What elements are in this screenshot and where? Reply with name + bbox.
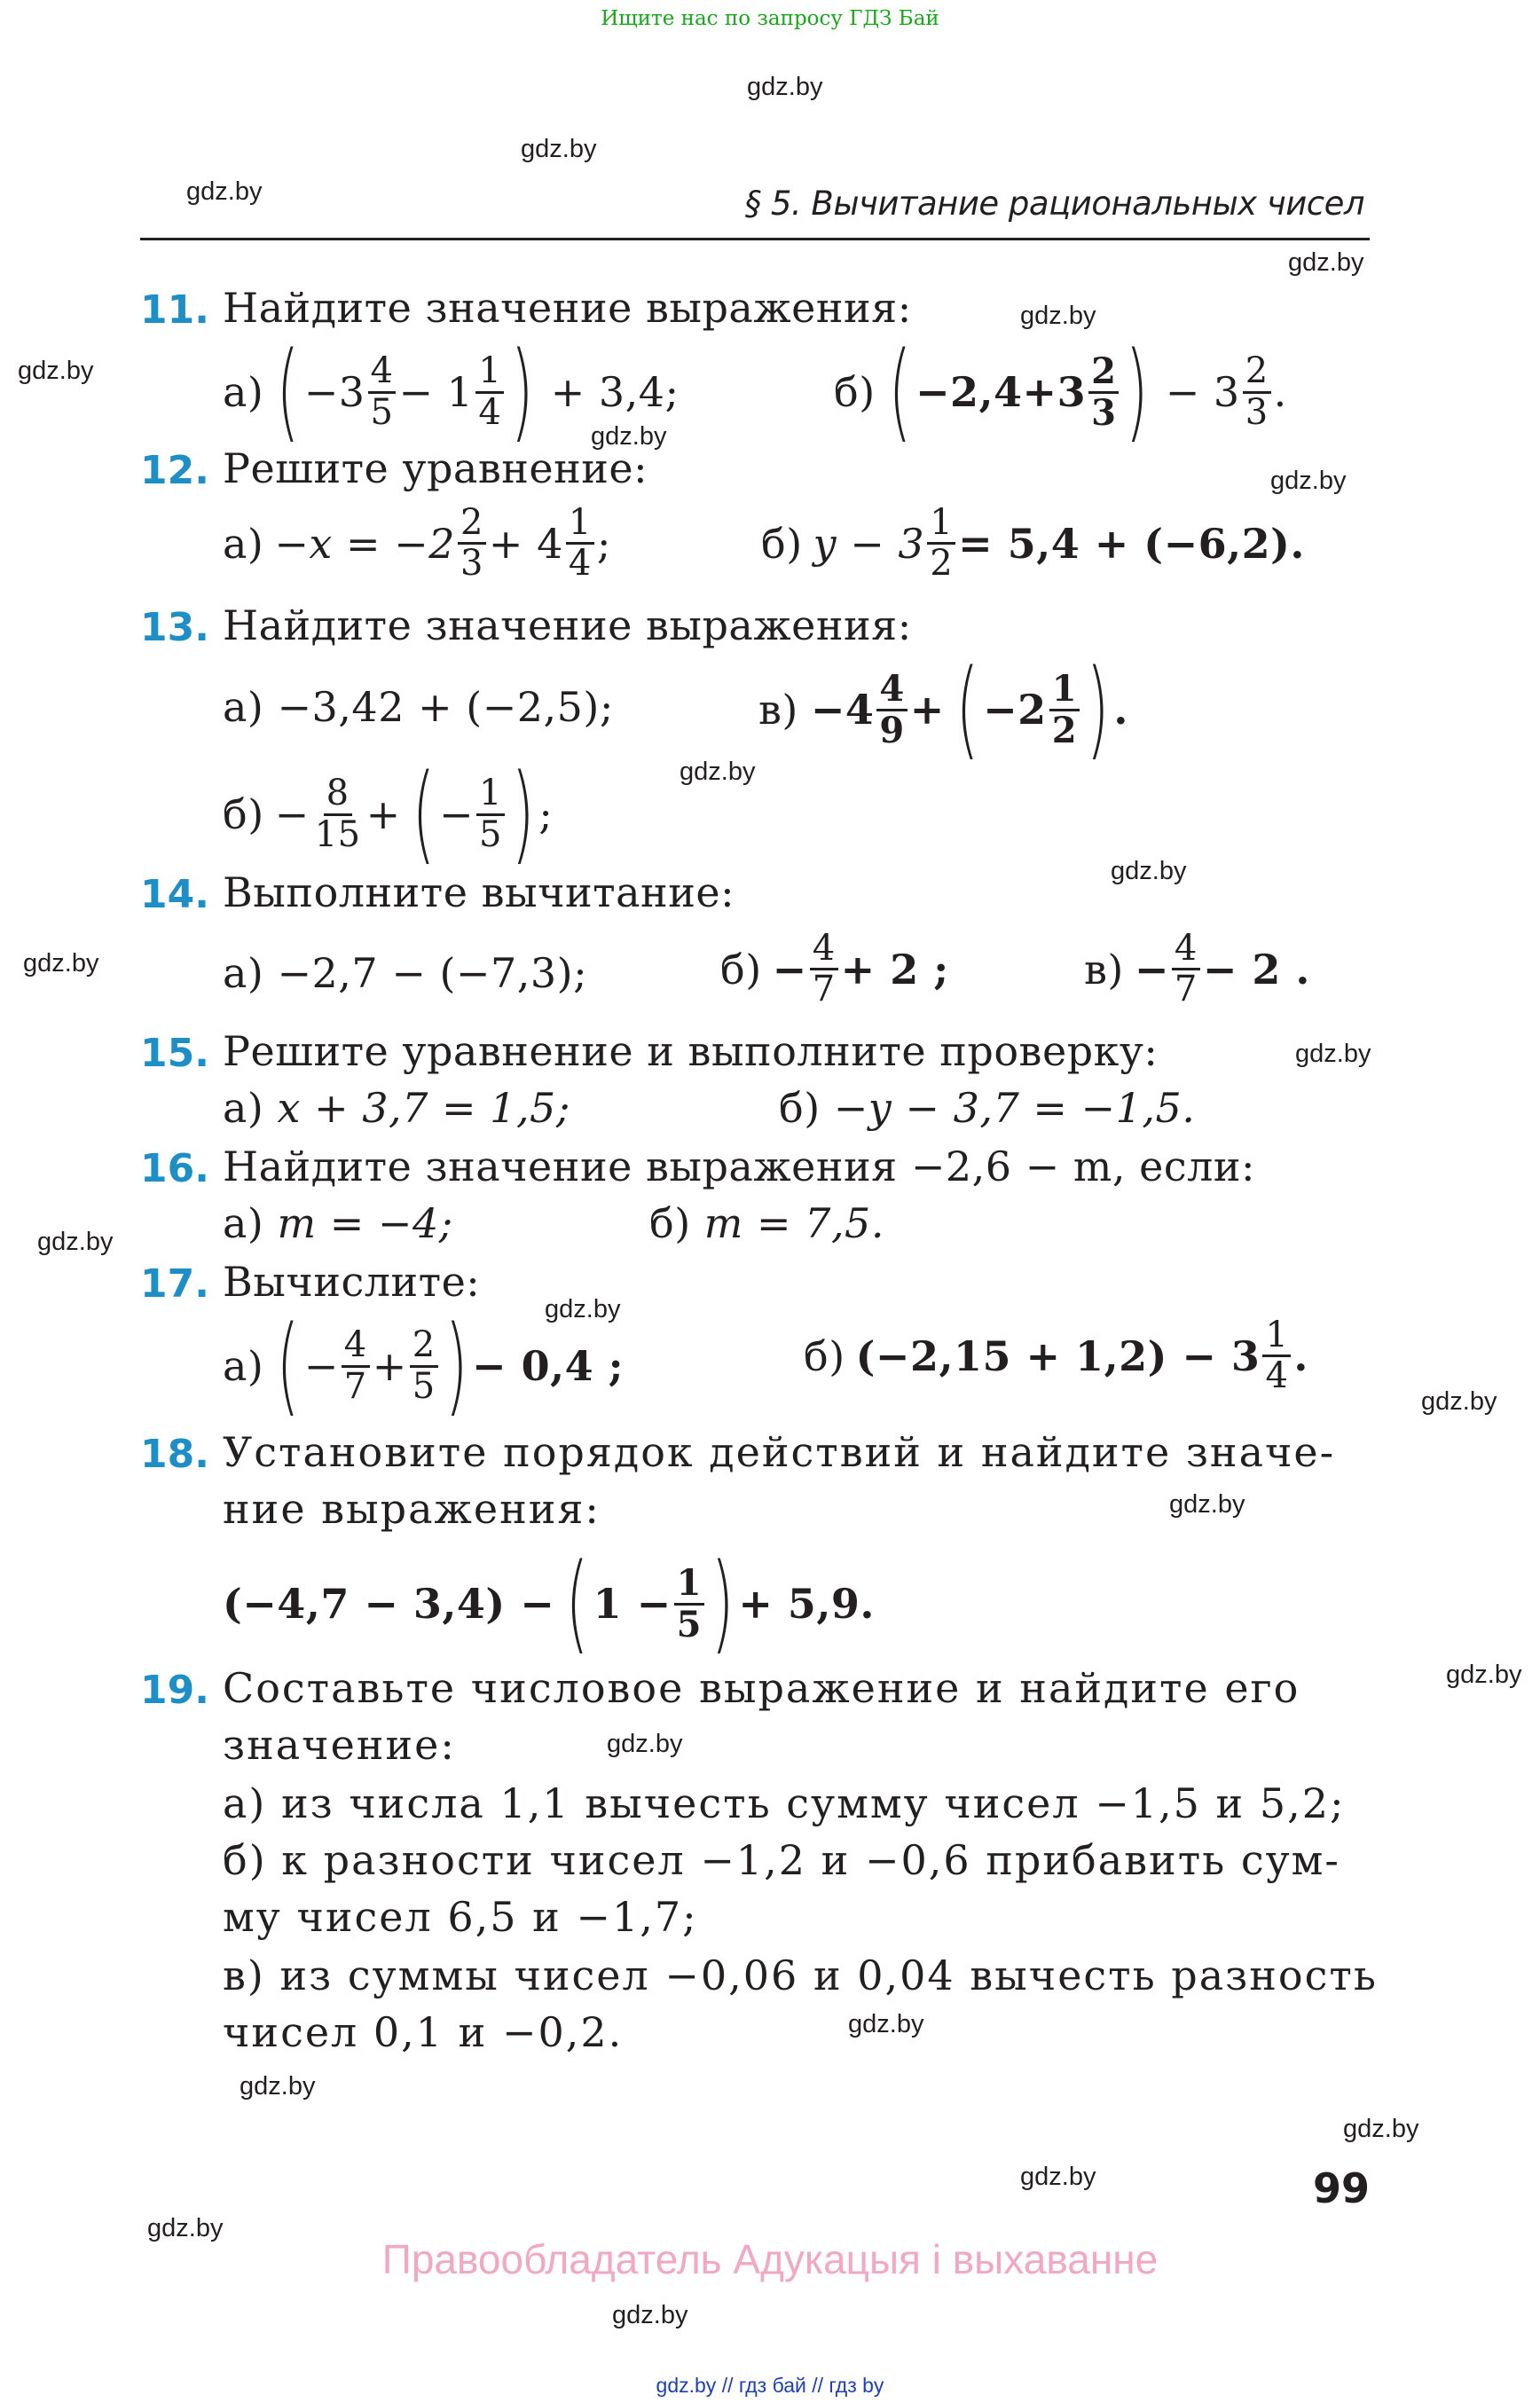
right-paren: ) xyxy=(711,1542,735,1665)
item-label: б) xyxy=(649,1199,691,1247)
expression-part: − xyxy=(1134,945,1169,993)
watermark: gdz.by xyxy=(1020,302,1096,330)
expression-tail: ; xyxy=(538,790,554,838)
copyright-notice: Правообладатель Адукацыя і выхаванне xyxy=(381,2236,1159,2282)
expression-tail: − 2 . xyxy=(1202,945,1310,993)
watermark: gdz.by xyxy=(186,177,263,206)
expression-part: − xyxy=(438,790,475,838)
fraction: $\frac{1}{5}$ xyxy=(476,774,505,853)
item-label: б) xyxy=(761,519,803,568)
operator: + xyxy=(909,686,945,734)
task-19-a: а) из числа 1,1 вычесть сумму чисел −1,5 и 5,2; xyxy=(223,1779,1346,1827)
operator: + xyxy=(372,1342,407,1390)
item-label: б) xyxy=(804,1331,845,1380)
task-text: Решите уравнение: xyxy=(223,444,648,492)
fraction: $\frac{2}{3}$ xyxy=(1088,352,1119,431)
expression: −3,42 + (−2,5); xyxy=(277,683,614,731)
task-number: 15. xyxy=(140,1031,209,1076)
footer-links[interactable]: gdz.by // гдз бай // гдз by xyxy=(656,2374,884,2397)
left-paren: ( xyxy=(277,330,301,453)
item-label: б) xyxy=(779,1084,821,1132)
watermark: gdz.by xyxy=(1288,248,1364,277)
fraction: $\frac{2}{5}$ xyxy=(410,1326,438,1405)
watermark: gdz.by xyxy=(18,357,94,385)
watermark: gdz.by xyxy=(1421,1387,1497,1416)
left-paren: ( xyxy=(277,1304,301,1427)
header-divider xyxy=(140,238,1370,240)
operator: + 4 xyxy=(488,519,563,568)
fraction: $\frac{8}{15}$ xyxy=(314,773,361,855)
task-number: 16. xyxy=(140,1146,209,1191)
task-text: Найдите значение выражения −2,6 − m, если: xyxy=(223,1143,1256,1190)
task-19-b: му чисел 6,5 и −1,7; xyxy=(223,1893,698,1941)
task-15-b xyxy=(779,1084,1195,1132)
fraction: $\frac{1}{4}$ xyxy=(566,504,594,583)
task-text: Установите порядок действий и найдите значе- xyxy=(223,1428,1336,1476)
task-number: 13. xyxy=(140,605,209,650)
right-paren: ) xyxy=(511,752,535,876)
item-label: а) xyxy=(223,1342,264,1390)
expression-part: (−2,15 + 1,2) − 3 xyxy=(855,1331,1261,1380)
task-text: Найдите значение выражения: xyxy=(223,284,912,332)
task-14-v xyxy=(1084,930,1310,1009)
whole-part: −3 xyxy=(303,368,365,416)
task-16-b xyxy=(649,1199,884,1247)
fraction: $\frac{1}{2}$ xyxy=(927,504,955,583)
task-text: Вычислите: xyxy=(223,1258,481,1306)
task-13-b xyxy=(223,752,554,876)
task-13-a xyxy=(223,683,614,731)
expression-tail: + 3,4; xyxy=(550,368,680,416)
task-14-b xyxy=(720,930,949,1009)
watermark: gdz.by xyxy=(747,73,823,101)
watermark: gdz.by xyxy=(680,758,756,786)
fraction: $\frac{2}{3}$ xyxy=(1243,352,1271,431)
item-label: а) xyxy=(223,1084,264,1132)
fraction: $\frac{4}{9}$ xyxy=(876,670,907,749)
fraction: $\frac{4}{5}$ xyxy=(368,352,397,431)
item-label: а) xyxy=(223,368,264,416)
item-label: б) xyxy=(834,368,876,416)
watermark: gdz.by xyxy=(607,1730,683,1758)
task-text: Решите уравнение и выполните проверку: xyxy=(223,1027,1159,1075)
expression: −2,7 − (−7,3); xyxy=(277,949,588,997)
right-paren: ) xyxy=(444,1304,468,1427)
task-text: Выполните вычитание: xyxy=(223,868,735,916)
item-label: а) xyxy=(223,1199,264,1247)
watermark: gdz.by xyxy=(1020,2163,1096,2191)
task-12-b xyxy=(761,504,1305,583)
expression-tail: . xyxy=(1293,1331,1308,1380)
item-label: б) xyxy=(223,790,264,838)
fraction: $\frac{4}{7}$ xyxy=(1172,930,1200,1009)
task-text: ние выражения: xyxy=(223,1485,601,1533)
expression-tail: + 5,9. xyxy=(738,1580,875,1628)
task-text: Составьте числовое выражение и найдите его xyxy=(223,1664,1300,1712)
task-19-b: б) к разности чисел −1,2 и −0,6 прибавить сум- xyxy=(223,1836,1340,1884)
task-text: значение: xyxy=(223,1721,456,1769)
expression-tail: − 0,4 ; xyxy=(472,1342,625,1390)
watermark: gdz.by xyxy=(612,2301,688,2329)
task-text: Найдите значение выражения: xyxy=(223,601,912,649)
item-label: а) xyxy=(223,519,264,568)
expression-tail: ; xyxy=(596,519,611,568)
task-19-v: в) из суммы чисел −0,06 и 0,04 вычесть разность xyxy=(223,1951,1378,1999)
watermark: gdz.by xyxy=(1169,1490,1245,1519)
watermark: gdz.by xyxy=(591,422,667,451)
fraction: $\frac{4}{7}$ xyxy=(342,1326,370,1405)
watermark: gdz.by xyxy=(1270,467,1347,495)
item-label: в) xyxy=(758,686,798,734)
left-paren: ( xyxy=(955,648,979,771)
expression-tail: = 5,4 + (−6,2). xyxy=(958,519,1305,568)
watermark: gdz.by xyxy=(1295,1040,1371,1068)
section-title: § 5. Вычитание рациональных чисел xyxy=(744,185,1364,223)
left-paren: ( xyxy=(412,752,436,876)
task-17-b xyxy=(804,1316,1308,1395)
top-banner[interactable]: Ищите нас по запросу ГДЗ Бай xyxy=(601,7,939,30)
operator: + xyxy=(365,790,401,838)
expression-part: 1 − xyxy=(593,1580,672,1628)
expression-part: (−4,7 − 3,4) − xyxy=(223,1580,555,1628)
left-paren: ( xyxy=(888,330,912,453)
task-11-a xyxy=(223,330,680,453)
task-number: 19. xyxy=(140,1668,209,1713)
watermark: gdz.by xyxy=(23,949,99,978)
fraction: $\frac{1}{4}$ xyxy=(1262,1316,1291,1395)
task-19-v: чисел 0,1 и −0,2. xyxy=(223,2008,624,2056)
right-paren: ) xyxy=(1086,648,1110,771)
expression-part: − xyxy=(772,945,807,993)
fraction: $\frac{1}{4}$ xyxy=(475,352,504,431)
task-14-a xyxy=(223,949,587,997)
task-13-v xyxy=(758,648,1128,771)
task-number: 14. xyxy=(140,872,209,917)
expression-part: −2 xyxy=(983,686,1047,734)
item-label: в) xyxy=(1084,945,1124,993)
expression-part: y − 3 xyxy=(813,519,925,568)
task-12-a xyxy=(223,504,611,583)
expression-part: − xyxy=(303,1342,339,1390)
operator: − 3 xyxy=(1165,368,1240,416)
right-paren: ) xyxy=(511,330,535,453)
task-15-a xyxy=(223,1084,570,1132)
item-label: б) xyxy=(720,945,762,993)
watermark: gdz.by xyxy=(37,1228,114,1256)
watermark: gdz.by xyxy=(240,2072,316,2101)
expression-tail: . xyxy=(1273,368,1287,416)
left-paren: ( xyxy=(565,1542,589,1665)
task-number: 17. xyxy=(140,1261,209,1307)
task-11-b xyxy=(834,330,1287,453)
fraction: $\frac{4}{7}$ xyxy=(810,930,838,1009)
page-number: 99 xyxy=(1313,2164,1371,2212)
fraction: $\frac{1}{2}$ xyxy=(1049,670,1080,749)
watermark: gdz.by xyxy=(1343,2115,1419,2143)
task-16-a xyxy=(223,1199,453,1247)
expression: m = 7,5. xyxy=(703,1199,884,1247)
task-number: 12. xyxy=(140,448,209,493)
expression: −y − 3,7 = −1,5. xyxy=(833,1084,1196,1132)
expression-part: −x = −2 xyxy=(274,519,455,568)
watermark: gdz.by xyxy=(848,2010,924,2038)
item-label: а) xyxy=(223,949,264,997)
expression-part: −4 xyxy=(810,686,875,734)
expression-tail: + 2 ; xyxy=(840,945,949,993)
expression: m = −4; xyxy=(277,1199,453,1247)
task-18-expression xyxy=(223,1542,875,1665)
fraction: $\frac{1}{5}$ xyxy=(674,1564,704,1643)
watermark: gdz.by xyxy=(521,135,597,163)
watermark: gdz.by xyxy=(147,2214,224,2242)
expression-part: − xyxy=(274,790,310,838)
right-paren: ) xyxy=(1126,330,1150,453)
task-number: 11. xyxy=(140,287,209,333)
watermark: gdz.by xyxy=(1111,857,1187,885)
operator: − 1 xyxy=(398,368,474,416)
expression: x + 3,7 = 1,5; xyxy=(277,1084,570,1132)
item-label: а) xyxy=(223,683,264,731)
task-number: 18. xyxy=(140,1432,209,1477)
expression-part: −2,4+3 xyxy=(915,368,1087,416)
watermark: gdz.by xyxy=(1446,1661,1522,1689)
watermark: gdz.by xyxy=(545,1295,621,1323)
fraction: $\frac{2}{3}$ xyxy=(458,504,486,583)
expression-tail: . xyxy=(1113,686,1128,734)
